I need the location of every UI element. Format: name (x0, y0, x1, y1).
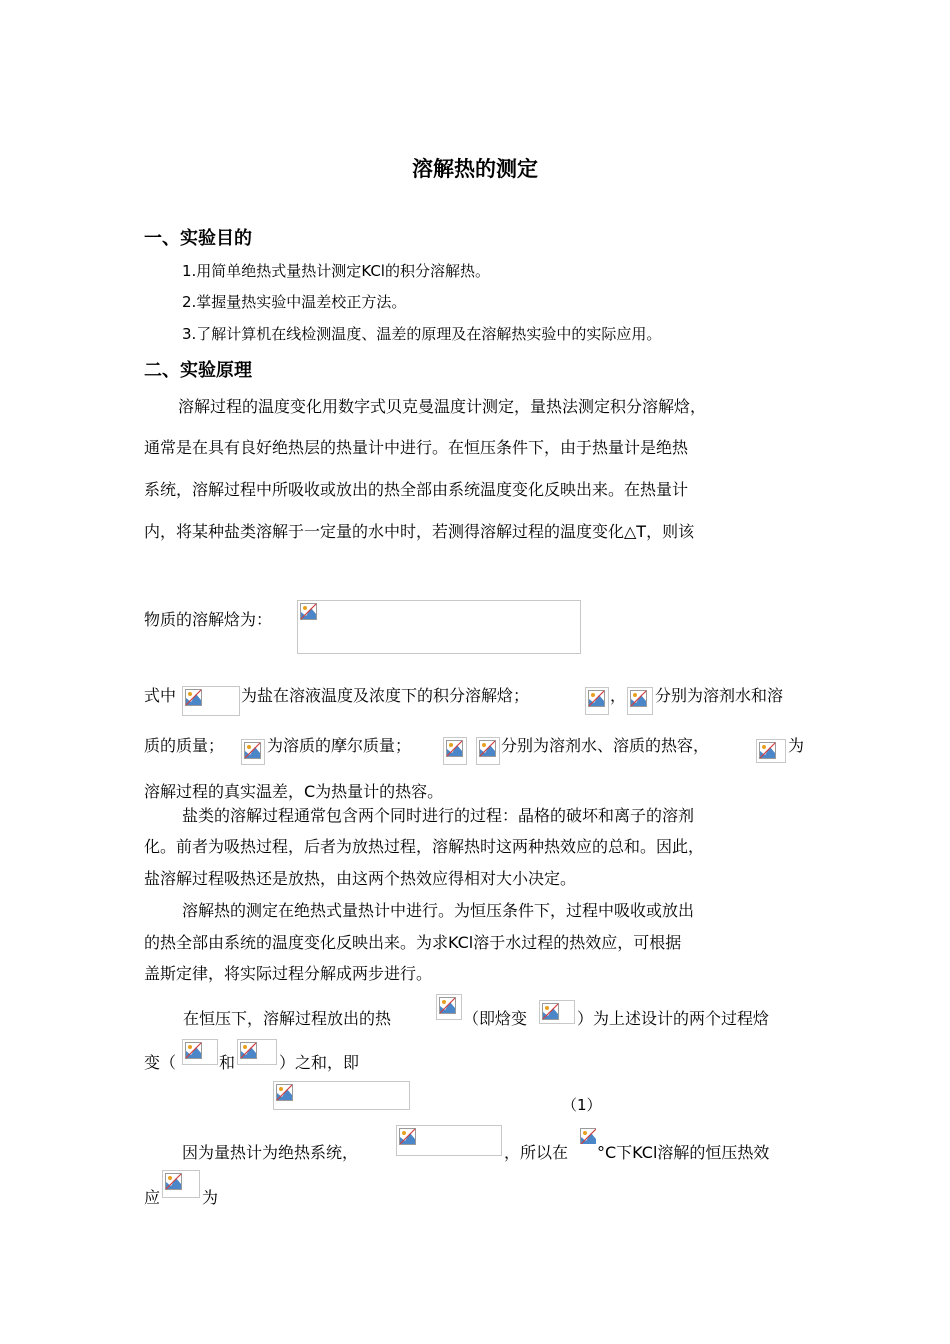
text: 为 (788, 736, 805, 755)
image-placeholder-icon (399, 1128, 416, 1145)
image-placeholder-icon (276, 1084, 293, 1101)
image-placeholder-icon (439, 997, 456, 1014)
principle-line: 溶解过程的温度变化用数字式贝克曼温度计测定，量热法测定积分溶解焓， (178, 397, 707, 416)
aim-item: 2.掌握量热实验中温差校正方法。 (182, 293, 407, 311)
image-placeholder-icon (588, 690, 605, 707)
formula-intro: 物质的溶解焓为： (144, 610, 273, 629)
image-placeholder-icon (630, 690, 647, 707)
page-title: 溶解热的测定 (412, 157, 538, 181)
image-placeholder-icon (759, 742, 776, 759)
principle-line: 系统，溶解过程中所吸收或放出的热全部由系统温度变化反映出来。在热量计 (144, 480, 689, 499)
text: 分别为溶剂水和溶 (655, 686, 784, 705)
principle-line: 通常是在具有良好绝热层的热量计中进行。在恒压条件下，由于热量计是绝热 (144, 438, 689, 457)
symbol-image (539, 1000, 575, 1024)
symbol-image (476, 737, 500, 765)
formula-image (297, 600, 581, 654)
image-placeholder-icon (165, 1173, 182, 1190)
text: 溶解过程的真实温差，C为热量计的热容。 (144, 782, 444, 801)
section-heading-principle: 二、实验原理 (144, 360, 252, 381)
text: 分别为溶剂水、溶质的热容， (501, 736, 710, 755)
symbol-image (241, 739, 265, 765)
text: ）为上述设计的两个过程焓 (577, 1009, 770, 1028)
paragraph-line: 溶解热的测定在绝热式量热计中进行。为恒压条件下，过程中吸收或放出 (182, 901, 695, 920)
paragraph-line: 盖斯定律，将实际过程分解成两步进行。 (144, 964, 433, 983)
text: 为 (202, 1188, 219, 1207)
image-placeholder-icon (244, 742, 261, 759)
paragraph-line: 的热全部由系统的温度变化反映出来。为求KCl溶于水过程的热效应，可根据 (144, 933, 682, 952)
image-placeholder-icon (185, 1042, 202, 1059)
text: 因为量热计为绝热系统， (182, 1143, 359, 1162)
text: °C下KCl溶解的恒压热效 (597, 1143, 770, 1162)
image-placeholder-icon (446, 740, 463, 757)
image-placeholder-icon (542, 1003, 559, 1020)
symbol-image (162, 1170, 200, 1198)
text: 在恒压下，溶解过程放出的热 (183, 1009, 392, 1028)
aim-item: 3.了解计算机在线检测温度、温差的原理及在溶解热实验中的实际应用。 (182, 325, 662, 343)
equation-image (273, 1081, 410, 1110)
text: 为溶质的摩尔质量； (267, 736, 412, 755)
image-placeholder-icon (580, 1128, 596, 1144)
symbol-image (756, 739, 786, 763)
symbol-image (580, 1128, 596, 1146)
principle-line: 内，将某种盐类溶解于一定量的水中时，若测得溶解过程的温度变化△T，则该 (144, 522, 695, 541)
aim-item: 1.用简单绝热式量热计测定KCl的积分溶解热。 (182, 262, 490, 280)
text: 应 (144, 1188, 161, 1207)
paragraph-line: 盐溶解过程吸热还是放热，由这两个热效应得相对大小决定。 (144, 869, 577, 888)
text: 式中 (144, 686, 177, 705)
paragraph-line: 化。前者为吸热过程，后者为放热过程，溶解热时这两种热效应的总和。因此， (144, 837, 705, 856)
text: 变（ (144, 1053, 177, 1072)
text: 为盐在溶液温度及浓度下的积分溶解焓； (241, 686, 530, 705)
image-placeholder-icon (479, 740, 496, 757)
text: 和 (219, 1053, 236, 1072)
symbol-image (182, 686, 240, 716)
text: （即焓变 (463, 1009, 528, 1028)
image-placeholder-icon (240, 1042, 257, 1059)
symbol-image (585, 687, 609, 715)
equation-image (396, 1125, 502, 1156)
text: ，所以在 (504, 1143, 569, 1162)
image-placeholder-icon (185, 689, 202, 706)
symbol-image (443, 737, 467, 765)
symbol-image (627, 687, 653, 715)
image-placeholder-icon (300, 603, 317, 620)
symbol-image (182, 1039, 218, 1065)
text: ， (610, 686, 627, 705)
section-heading-aims: 一、实验目的 (144, 228, 252, 249)
text: ）之和，即 (279, 1053, 360, 1072)
symbol-image (237, 1039, 277, 1065)
text: 质的质量； (144, 736, 225, 755)
equation-number: （1） (562, 1096, 602, 1114)
paragraph-line: 盐类的溶解过程通常包含两个同时进行的过程：晶格的破坏和离子的溶剂 (182, 806, 695, 825)
symbol-image (436, 994, 462, 1020)
